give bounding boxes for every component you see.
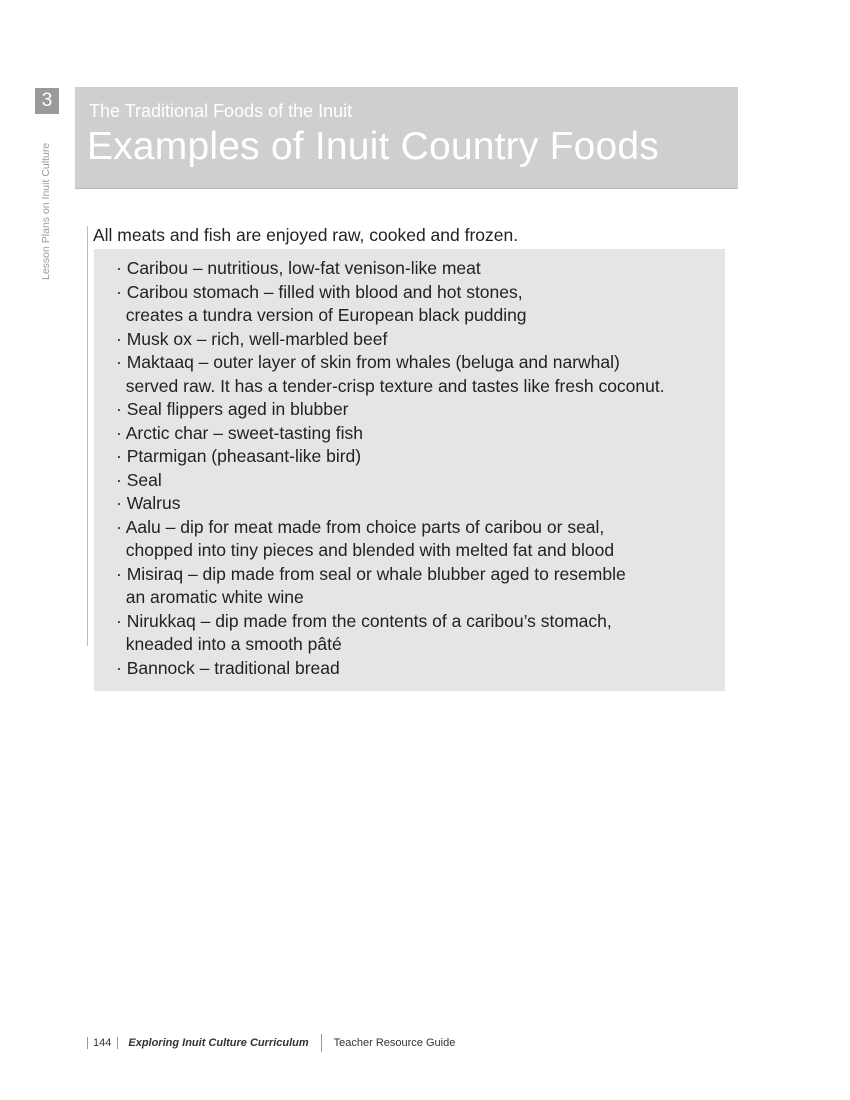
food-list-panel <box>94 249 725 691</box>
food-list <box>116 257 725 680</box>
page-number: 144 <box>87 1037 118 1049</box>
list-item: · Nirukkaq – dip made from the contents of a caribou’s stomach, kneaded into a smooth pâté <box>116 610 612 654</box>
list-item: · Caribou stomach – filled with blood and hot stones, creates a tundra version of European black pudding <box>116 281 527 325</box>
list-item: · Seal flippers aged in blubber <box>116 399 349 419</box>
chapter-number-badge: 3 <box>35 88 59 114</box>
side-section-label: Lesson Plans on Inuit Culture <box>40 142 52 280</box>
footer-curriculum-title: Exploring Inuit Culture Curriculum <box>128 1037 309 1049</box>
list-item: · Maktaaq – outer layer of skin from whales (beluga and narwhal) served raw. It has a tender-crisp texture and tastes like fresh coconut. <box>116 352 665 396</box>
list-item: · Walrus <box>116 493 181 513</box>
left-rule <box>87 226 88 646</box>
list-item: · Bannock – traditional bread <box>116 657 340 678</box>
list-item: · Ptarmigan (pheasant-like bird) <box>116 446 362 466</box>
page-title: Examples of Inuit Country Foods <box>87 125 659 168</box>
list-item: · Aalu – dip for meat made from choice parts of caribou or seal, chopped into tiny pieces and blended with melted fat and blood <box>116 516 615 560</box>
list-item: · Arctic char – sweet-tasting fish <box>116 422 364 443</box>
list-item: · Musk ox – rich, well-marbled beef <box>116 328 388 349</box>
list-item: · Caribou – nutritious, low-fat venison-like meat <box>116 258 481 278</box>
footer-divider <box>321 1034 322 1052</box>
page-footer <box>87 1034 455 1052</box>
list-item: · Seal <box>116 469 162 490</box>
header-band <box>75 87 738 188</box>
list-item: · Misiraq – dip made from seal or whale blubber aged to resemble an aromatic white wine <box>116 563 626 607</box>
footer-guide-title: Teacher Resource Guide <box>333 1037 456 1049</box>
header-subtitle: The Traditional Foods of the Inuit <box>89 101 353 121</box>
intro-text: All meats and fish are enjoyed raw, cooked and frozen. <box>93 225 519 245</box>
